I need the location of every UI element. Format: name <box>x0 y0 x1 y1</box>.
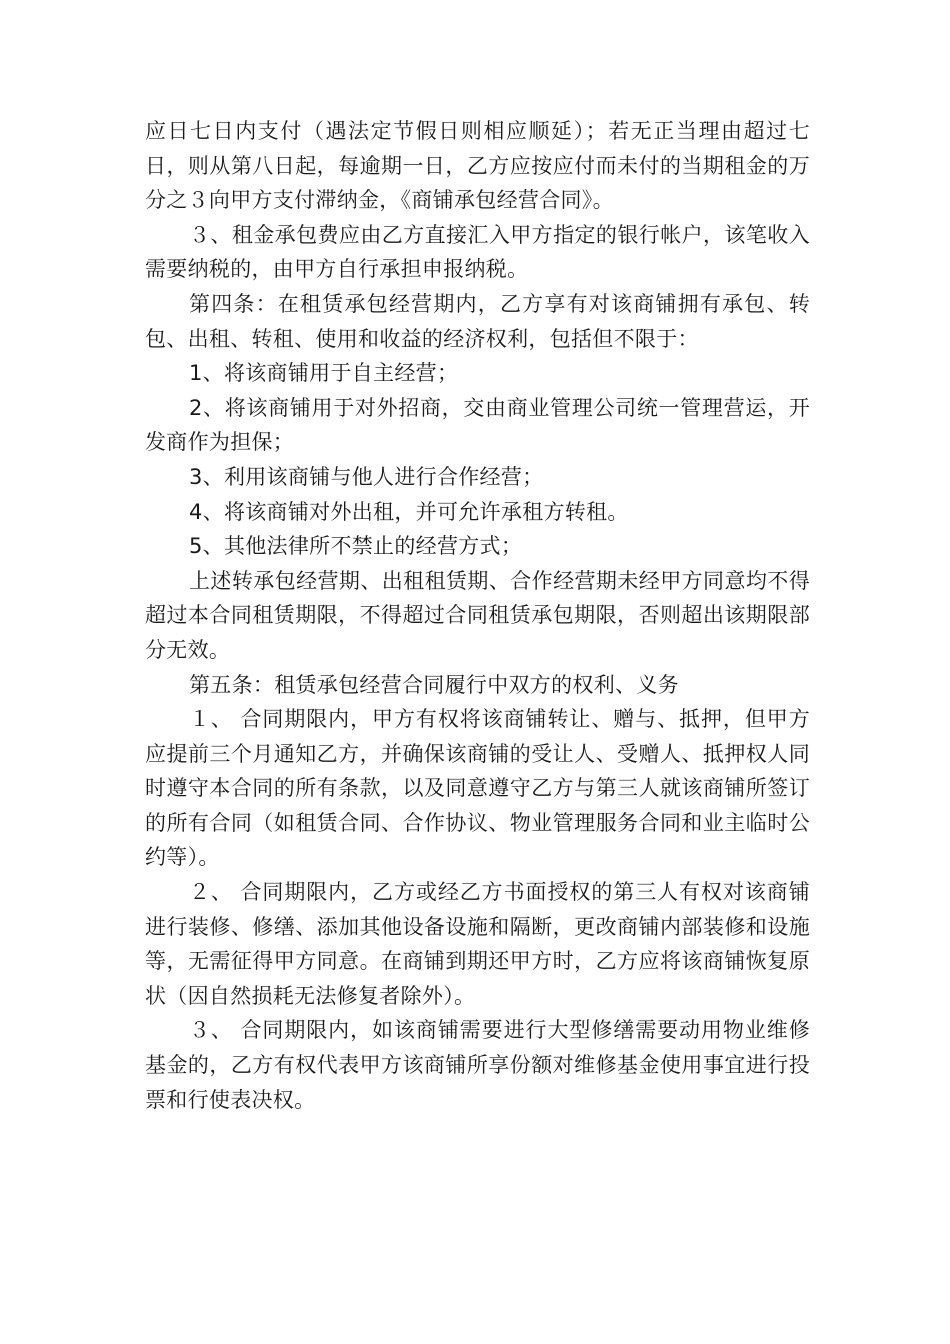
document-body <box>145 114 810 1117</box>
paragraph-term-limit: 上述转承包经营期、出租租赁期、合作经营期未经甲方同意均不得超过本合同租赁期限，不得超过合同租赁承包期限，否则超出该期限部分无效。 <box>145 568 810 662</box>
article-five-heading: 第五条：租赁承包经营合同履行中双方的权利、义务 <box>189 672 679 697</box>
list-item: 5、其他法律所不禁止的经营方式； <box>189 534 523 559</box>
clause-one: １、 合同期限内，甲方有权将该商铺转让、赠与、抵押，但甲方应提前三个月通知乙方，并确保该商铺的受让人、受赠人、抵押权人同时遵守本合同的所有条款，以及同意遵守乙方与第三人就该商铺所签订的所有合同（如租赁合同、合作协议、物业管理服务合同和业主临时公约等）。 <box>145 707 810 870</box>
paragraph-bank-transfer: ３、租金承包费应由乙方直接汇入甲方指定的银行帐户，该笔收入需要纳税的，由甲方自行承担申报纳税。 <box>145 222 810 282</box>
clause-two: ２、 合同期限内，乙方或经乙方书面授权的第三人有权对该商铺进行装修、修缮、添加其他设备设施和隔断，更改商铺内部装修和设施等，无需征得甲方同意。在商铺到期还甲方时，乙方应将该商铺恢复原状（因自然损耗无法修复者除外）。 <box>145 880 810 1008</box>
clause-three: ３、 合同期限内，如该商铺需要进行大型修缮需要动用物业维修基金的，乙方有权代表甲方该商铺所享份额对维修基金使用事宜进行投票和行使表决权。 <box>145 1018 810 1112</box>
paragraph-payment-deadline: 应日七日内支付（遇法定节假日则相应顺延）；若无正当理由超过七日，则从第八日起，每逾期一日，乙方应按应付而未付的当期租金的万分之３向甲方支付滞纳金，《商铺承包经营合同》。 <box>145 119 810 213</box>
article-four-heading: 第四条：在租赁承包经营期内，乙方享有对该商铺拥有承包、转包、出租、转租、使用和收益的经济权利，包括但不限于： <box>145 291 810 351</box>
list-item: 1、将该商铺用于自主经营； <box>189 361 459 386</box>
list-item: 2、将该商铺用于对外招商，交由商业管理公司统一管理营运，开发商作为担保； <box>145 395 810 455</box>
list-item: 3、利用该商铺与他人进行合作经营； <box>189 464 544 489</box>
list-item: 4、将该商铺对外出租，并可允许承租方转租。 <box>189 499 629 524</box>
